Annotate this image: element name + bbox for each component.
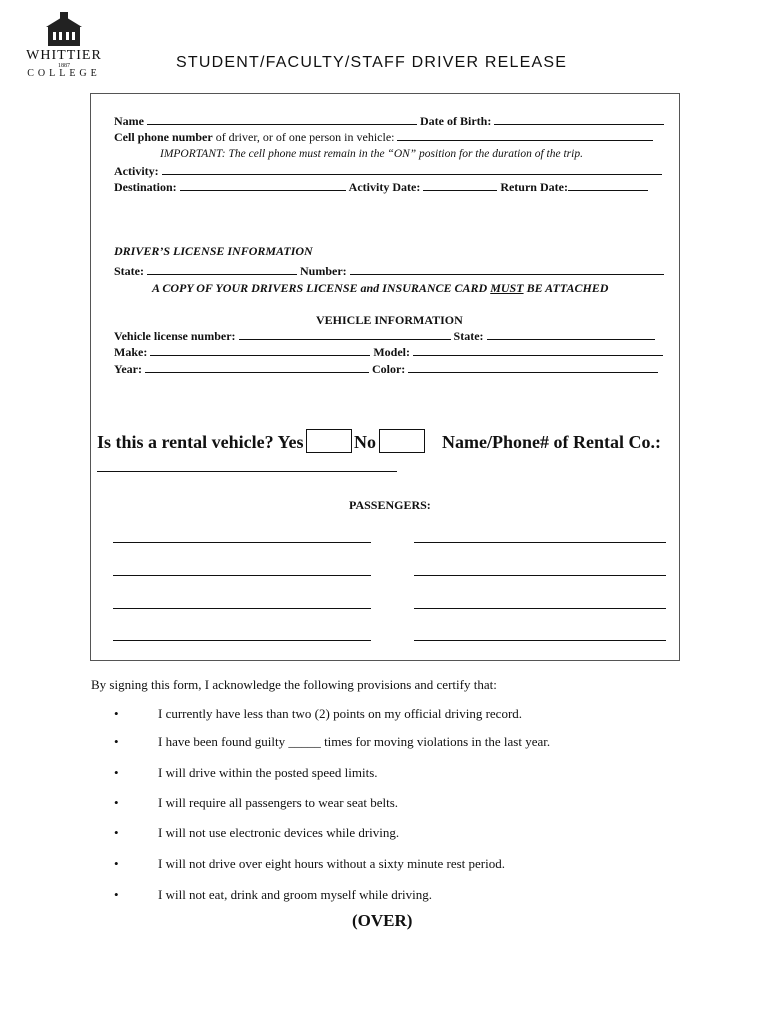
model-field[interactable] xyxy=(413,344,663,356)
logo-name: WHITTIER xyxy=(26,48,102,63)
passengers-heading: PASSENGERS: xyxy=(349,498,431,512)
certify-item: I will not use electronic devices while driving. xyxy=(158,825,400,840)
bullet-icon: • xyxy=(114,706,119,721)
model-label: Model: xyxy=(373,345,410,359)
license-notice-a: A COPY OF YOUR DRIVERS LICENSE and INSURANCE CARD xyxy=(152,281,491,295)
vehicle-heading: VEHICLE INFORMATION xyxy=(316,313,463,327)
name-field[interactable] xyxy=(147,113,417,125)
passenger-line[interactable] xyxy=(113,608,371,609)
dob-label: Date of Birth: xyxy=(420,114,492,128)
license-notice xyxy=(152,280,608,296)
make-row xyxy=(114,344,663,360)
rental-no-label: No xyxy=(354,432,376,452)
license-heading: DRIVER’S LICENSE INFORMATION xyxy=(114,244,313,258)
cell-label: Cell phone number xyxy=(114,130,213,144)
certify-item: I will drive within the posted speed limits. xyxy=(158,765,378,780)
destination-label: Destination: xyxy=(114,180,177,194)
return-date-label: Return Date: xyxy=(500,180,568,194)
activity-date-field[interactable] xyxy=(423,179,497,191)
make-label: Make: xyxy=(114,345,148,359)
bullet-icon: • xyxy=(114,734,119,749)
passenger-line[interactable] xyxy=(113,640,371,641)
vehicle-state-field[interactable] xyxy=(487,328,655,340)
license-number-label: Number: xyxy=(300,264,347,278)
passenger-line[interactable] xyxy=(414,542,666,543)
color-field[interactable] xyxy=(408,361,658,373)
passenger-line[interactable] xyxy=(414,575,666,576)
bullet-icon: • xyxy=(114,825,119,840)
page-title: STUDENT/FACULTY/STAFF DRIVER RELEASE xyxy=(176,54,568,71)
destination-field[interactable] xyxy=(180,179,346,191)
rental-row xyxy=(97,432,304,453)
rental-yes-checkbox[interactable] xyxy=(306,429,352,453)
certify-item: I currently have less than two (2) points on my official driving record. xyxy=(158,706,523,721)
name-label: Name xyxy=(114,114,144,128)
rental-question: Is this a rental vehicle? Yes xyxy=(97,432,304,452)
dob-field[interactable] xyxy=(494,113,664,125)
activity-row xyxy=(114,163,662,179)
license-number-field[interactable] xyxy=(350,263,664,275)
rental-no-checkbox[interactable] xyxy=(379,429,425,453)
building-icon xyxy=(44,12,84,48)
logo-subtitle: COLLEGE xyxy=(27,68,101,79)
year-row xyxy=(114,361,658,377)
important-note: IMPORTANT: The cell phone must remain in the “ON” position for the duration of the trip. xyxy=(160,148,583,160)
passenger-line[interactable] xyxy=(113,542,371,543)
bullet-icon: • xyxy=(114,887,119,902)
certify-item: I will not drive over eight hours without a sixty minute rest period. xyxy=(158,856,505,871)
license-notice-b: BE ATTACHED xyxy=(523,281,609,295)
logo-year: 1887 xyxy=(58,63,70,69)
plate-row xyxy=(114,328,655,344)
passenger-line[interactable] xyxy=(113,575,371,576)
return-date-field[interactable] xyxy=(568,179,648,191)
bullet-icon: • xyxy=(114,856,119,871)
over-note: (OVER) xyxy=(352,911,413,930)
color-label: Color: xyxy=(371,362,406,376)
plate-field[interactable] xyxy=(239,328,451,340)
activity-date-label: Activity Date: xyxy=(348,180,421,194)
plate-label: Vehicle license number: xyxy=(114,329,236,343)
license-notice-must: MUST xyxy=(490,281,524,295)
cell-row xyxy=(114,129,653,145)
certify-intro: By signing this form, I acknowledge the following provisions and certify that: xyxy=(91,677,497,692)
cell-label-rest: of driver, or of one person in vehicle: xyxy=(212,130,395,144)
bullet-icon: • xyxy=(114,795,119,810)
license-state-field[interactable] xyxy=(147,263,297,275)
license-state-label: State: xyxy=(114,264,144,278)
bullet-icon: • xyxy=(114,765,119,780)
name-row xyxy=(114,113,664,129)
activity-label: Activity: xyxy=(114,164,159,178)
vehicle-state-label: State: xyxy=(453,329,484,343)
year-field[interactable] xyxy=(145,361,369,373)
passenger-line[interactable] xyxy=(414,640,666,641)
year-label: Year: xyxy=(114,362,142,376)
license-row xyxy=(114,263,664,279)
college-logo xyxy=(18,12,110,80)
certify-item: I have been found guilty _____ times for moving violations in the last year. xyxy=(158,734,551,749)
certify-item: I will require all passengers to wear seat belts. xyxy=(158,795,399,810)
certify-item: I will not eat, drink and groom myself while driving. xyxy=(158,887,433,902)
rental-company-label: Name/Phone# of Rental Co.: xyxy=(442,432,661,452)
activity-field[interactable] xyxy=(162,163,662,175)
rental-company-field[interactable] xyxy=(97,471,397,472)
passenger-line[interactable] xyxy=(414,608,666,609)
make-field[interactable] xyxy=(150,344,370,356)
cell-field[interactable] xyxy=(397,129,653,141)
destination-row xyxy=(114,179,648,195)
